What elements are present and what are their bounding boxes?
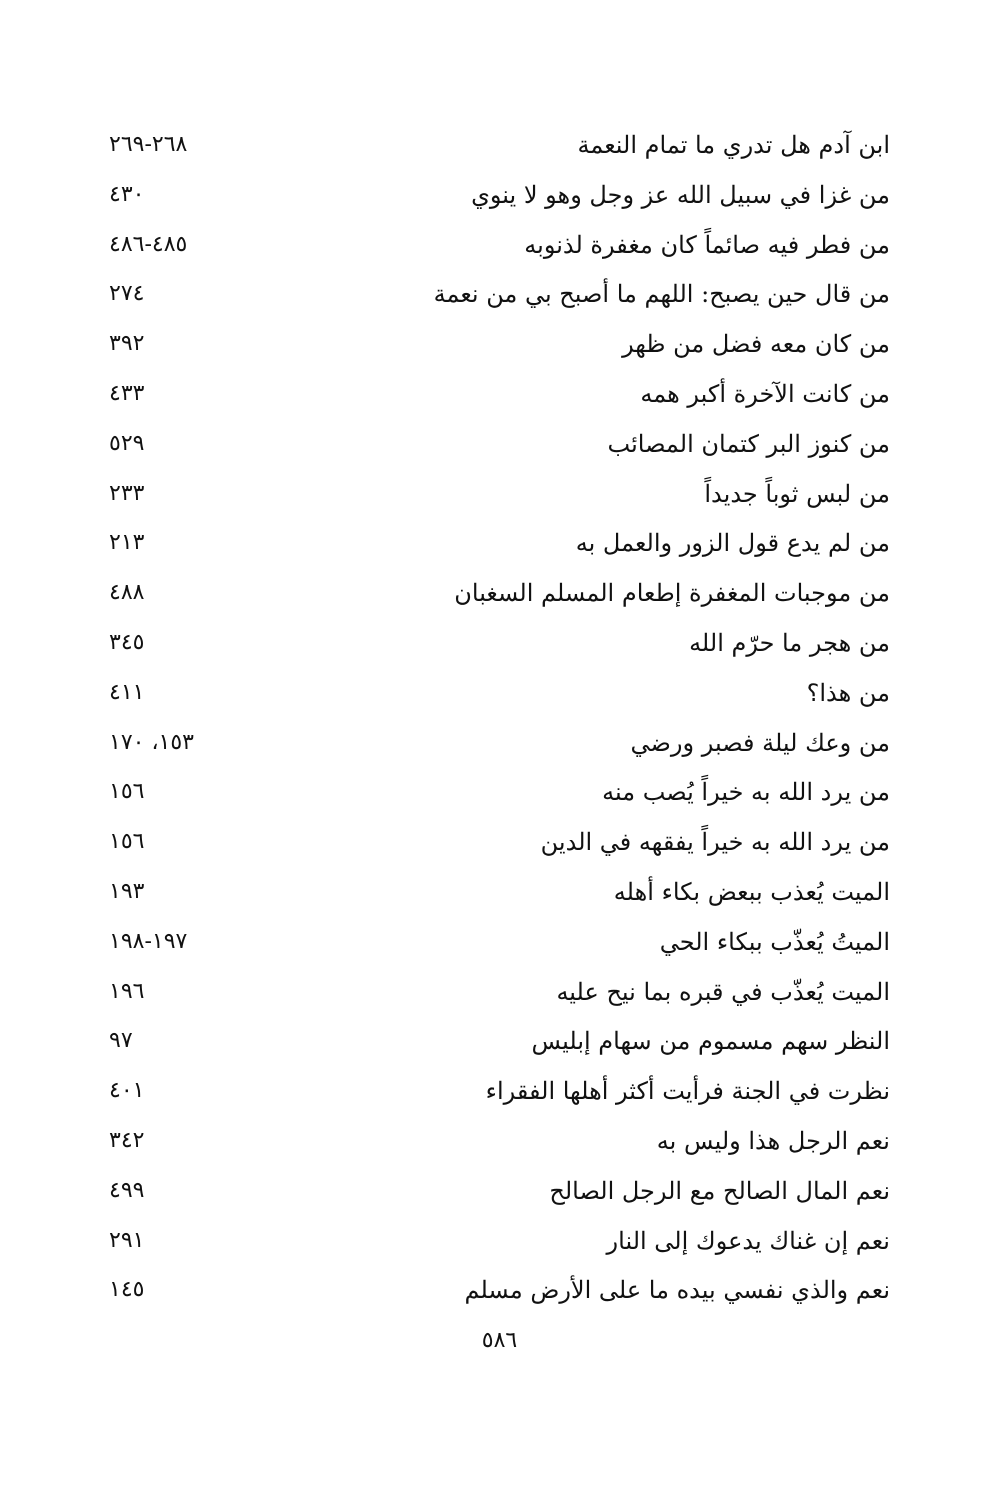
index-row — [0, 1018, 999, 1068]
entry-text: من يرد الله به خيراً يُصب منه — [602, 778, 890, 807]
index-row — [0, 969, 999, 1019]
entry-text: الميت يُعذب ببعض بكاء أهله — [613, 877, 890, 906]
entry-pages: ١٩٦ — [109, 978, 145, 1004]
index-row — [0, 570, 999, 620]
entry-text: من لم يدع قول الزور والعمل به — [575, 529, 890, 558]
index-row — [0, 520, 999, 570]
entry-text: من يرد الله به خيراً يفقهه في الدين — [540, 828, 890, 857]
index-row — [0, 720, 999, 770]
index-row — [0, 471, 999, 521]
index-row — [0, 172, 999, 222]
index-row — [0, 222, 999, 272]
page-number: ٥٨٦ — [481, 1328, 518, 1353]
entry-pages: ٤٠١ — [109, 1078, 145, 1104]
index-row — [0, 869, 999, 919]
index-row — [0, 122, 999, 172]
index-row — [0, 769, 999, 819]
entry-pages: ٢٧٤ — [109, 281, 145, 307]
index-row — [0, 1068, 999, 1118]
entry-text: نعم الرجل هذا وليس به — [656, 1126, 890, 1155]
entry-text: نعم والذي نفسي بيده ما على الأرض مسلم — [464, 1276, 890, 1305]
index-row — [0, 271, 999, 321]
entry-text: من هجر ما حرّم الله — [689, 628, 890, 657]
entry-text: من كنوز البر كتمان المصائب — [607, 429, 890, 458]
entry-text: النظر سهم مسموم من سهام إبليس — [531, 1027, 890, 1056]
entry-text: ابن آدم هل تدري ما تمام النعمة — [577, 131, 890, 159]
index-row — [0, 670, 999, 720]
entry-pages: ٤٩٩ — [109, 1177, 145, 1203]
hadith-index-list — [0, 122, 999, 1317]
index-row — [0, 1218, 999, 1268]
entry-text: الميتُ يُعذّب ببكاء الحي — [659, 927, 890, 956]
entry-pages: ١٥٦ — [109, 829, 145, 855]
entry-pages: ٣٩٢ — [109, 331, 145, 357]
entry-pages: ٥٢٩ — [109, 430, 145, 456]
entry-pages: ١٤٥ — [109, 1277, 145, 1303]
entry-text: من موجبات المغفرة إطعام المسلم السغبان — [454, 579, 890, 608]
entry-pages: ٤٣٣ — [109, 380, 145, 406]
entry-text: من وعك ليلة فصبر ورضي — [630, 728, 890, 757]
index-row — [0, 1168, 999, 1218]
entry-pages: ٢٦٨-٢٦٩ — [109, 132, 188, 157]
entry-text: من كانت الآخرة أكبر همه — [640, 379, 890, 408]
index-row — [0, 321, 999, 371]
entry-pages: ٢٣٣ — [109, 480, 145, 506]
index-row — [0, 1267, 999, 1317]
entry-text: من غزا في سبيل الله عز وجل وهو لا ينوي — [471, 180, 890, 209]
entry-text: نظرت في الجنة فرأيت أكثر أهلها الفقراء — [485, 1077, 890, 1106]
index-row — [0, 919, 999, 969]
entry-pages: ٤٨٨ — [109, 580, 145, 606]
entry-pages: ١٩٧-١٩٨ — [109, 928, 188, 954]
entry-pages: ١٩٣ — [109, 878, 145, 904]
entry-pages: ٤٨٥-٤٨٦ — [109, 231, 188, 257]
entry-pages: ٩٧ — [109, 1028, 133, 1054]
entry-pages: ١٥٣، ١٧٠ — [109, 729, 194, 755]
entry-text: الميت يُعذّب في قبره بما نيح عليه — [556, 977, 890, 1006]
entry-text: نعم المال الصالح مع الرجل الصالح — [549, 1176, 890, 1205]
entry-pages: ٤١١ — [109, 679, 145, 705]
entry-text: من قال حين يصبح: اللهم ما أصبح بي من نعمة — [433, 280, 890, 309]
entry-pages: ٤٣٠ — [109, 181, 145, 207]
index-row — [0, 620, 999, 670]
entry-text: نعم إن غناك يدعوك إلى النار — [606, 1226, 890, 1255]
entry-text: من كان معه فضل من ظهر — [622, 330, 890, 359]
index-row — [0, 421, 999, 471]
entry-pages: ١٥٦ — [109, 779, 145, 805]
entry-pages: ٣٤٥ — [109, 629, 145, 655]
entry-text: من فطر فيه صائماً كان مغفرة لذنوبه — [524, 230, 890, 259]
entry-text: من هذا؟ — [806, 678, 890, 707]
index-row — [0, 819, 999, 869]
entry-pages: ٢٩١ — [109, 1227, 145, 1253]
entry-text: من لبس ثوباً جديداً — [704, 479, 890, 508]
index-row — [0, 1118, 999, 1168]
entry-pages: ٢١٣ — [109, 530, 145, 556]
index-row — [0, 371, 999, 421]
entry-pages: ٣٤٢ — [109, 1127, 145, 1153]
